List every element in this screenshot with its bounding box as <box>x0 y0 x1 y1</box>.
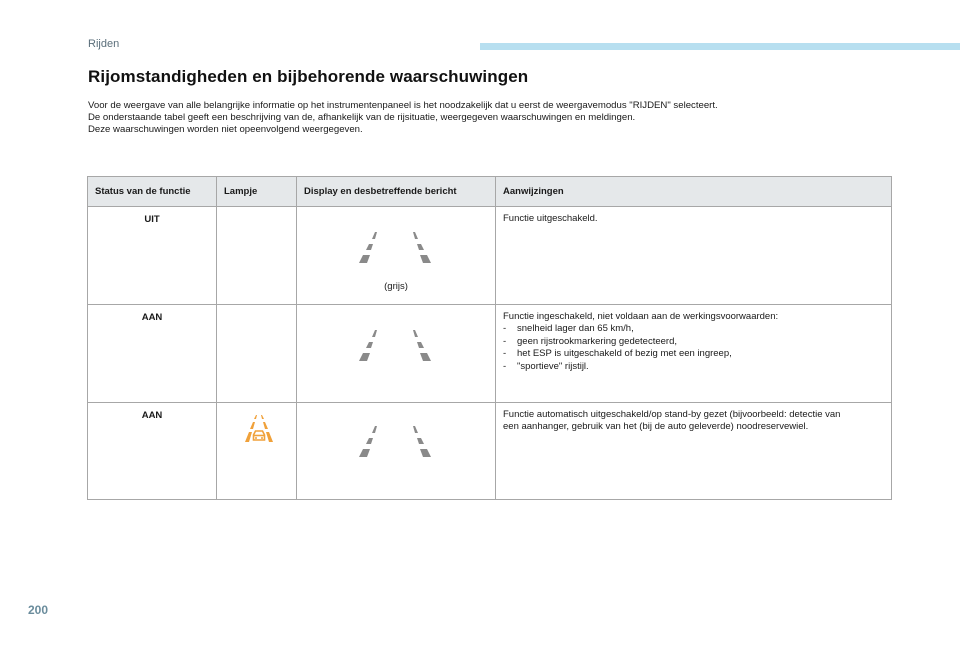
lane-markings-icon <box>347 423 443 457</box>
section-label: Rijden <box>88 38 120 50</box>
list-item: - "sportieve" rijstijl. <box>503 360 589 372</box>
warnings-table <box>87 176 892 500</box>
list-item: - geen rijstrookmarkering gedetecteerd, <box>503 335 678 347</box>
display-cell <box>297 207 496 305</box>
lane-departure-warning-icon <box>241 415 277 443</box>
intro-text <box>88 100 888 137</box>
page-title: Rijomstandigheden en bijbehorende waarschuwingen <box>88 67 529 86</box>
status-cell: AAN <box>88 403 217 500</box>
display-color-label: (grijs) <box>384 281 408 292</box>
status-cell: AAN <box>88 305 217 403</box>
table-row <box>88 207 892 305</box>
notes-cell <box>496 305 892 403</box>
column-header-status: Status van de functie <box>88 177 217 207</box>
lamp-cell <box>217 207 297 305</box>
status-cell: UIT <box>88 207 217 305</box>
lamp-cell <box>217 403 297 500</box>
notes-cell <box>496 403 892 500</box>
notes-cell <box>496 207 892 305</box>
lane-markings-icon <box>347 327 443 361</box>
list-item-text: geen rijstrookmarkering gedetecteerd, <box>517 335 678 347</box>
table-header-row <box>88 177 892 207</box>
table-row <box>88 403 892 500</box>
intro-line: Voor de weergave van alle belangrijke informatie op het instrumentenpaneel is het noodzakelijk dat u eerst de weergavemodus "RIJDEN" selecteert. <box>88 100 718 111</box>
note-text: Functie automatisch uitgeschakeld/op stand-by gezet (bijvoorbeeld: detectie van <box>503 409 841 420</box>
intro-line: Deze waarschuwingen worden niet opeenvolgend weergegeven. <box>88 124 363 136</box>
page-number: 200 <box>28 603 49 617</box>
display-cell <box>297 403 496 500</box>
column-header-lamp: Lampje <box>217 177 297 207</box>
lane-markings-icon <box>347 229 443 263</box>
list-item: - snelheid lager dan 65 km/h, <box>503 323 634 335</box>
column-header-display: Display en desbetreffende bericht <box>297 177 496 207</box>
note-text: een aanhanger, gebruik van het (bij de auto geleverde) noodreservewiel. <box>503 421 809 433</box>
list-item: - het ESP is uitgeschakeld of bezig met een ingreep, <box>503 348 732 360</box>
header-accent-bar <box>480 43 960 50</box>
list-item-text: het ESP is uitgeschakeld of bezig met een ingreep, <box>517 348 732 360</box>
table-row <box>88 305 892 403</box>
column-header-notes: Aanwijzingen <box>496 177 892 207</box>
display-cell <box>297 305 496 403</box>
lamp-cell <box>217 305 297 403</box>
list-item-text: "sportieve" rijstijl. <box>517 360 589 372</box>
intro-line: De onderstaande tabel geeft een beschrijving van de, afhankelijk van de rijsituatie, weergegeven waarschuwingen en meldingen. <box>88 112 636 124</box>
note-text: Functie uitgeschakeld. <box>503 213 598 224</box>
note-text: Functie ingeschakeld, niet voldaan aan de werkingsvoorwaarden: <box>503 311 779 322</box>
list-item-text: snelheid lager dan 65 km/h, <box>517 323 634 335</box>
